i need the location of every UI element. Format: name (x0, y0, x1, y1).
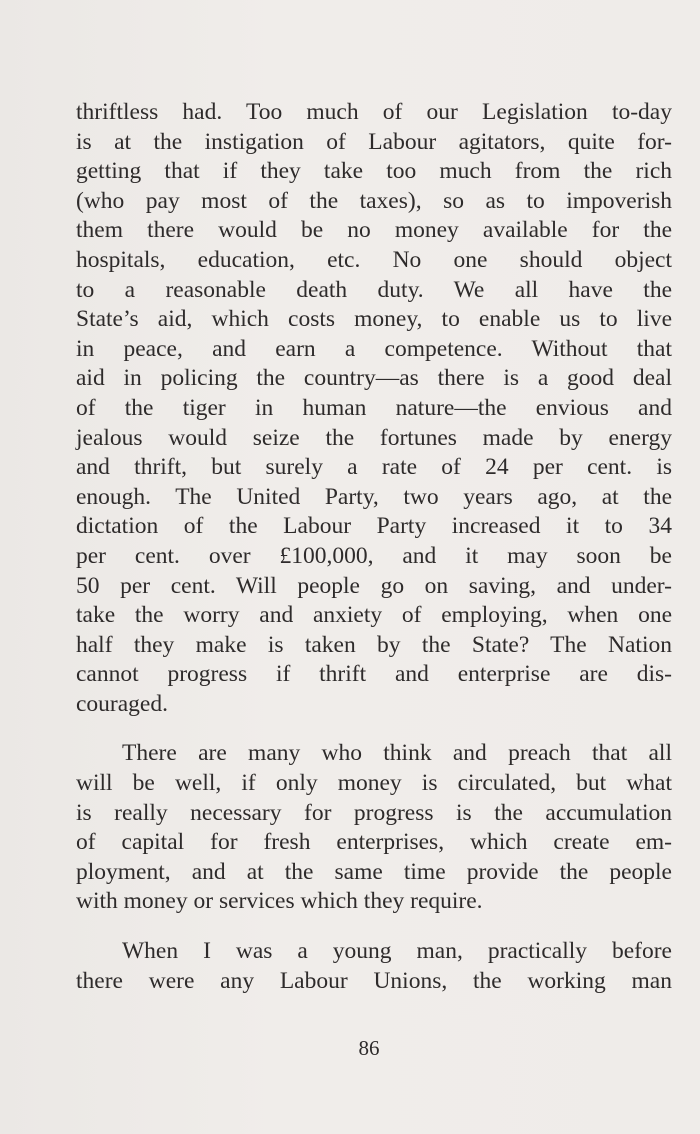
text-line: take the worry and anxiety of employing, when one (76, 602, 672, 629)
text-line: half they make is taken by the State? The Nation (76, 631, 672, 658)
text-line: of the tiger in human nature—the envious and (76, 394, 672, 421)
text-line: ployment, and at the same time provide the people (76, 858, 672, 885)
text-line: State’s aid, which costs money, to enable us to live (76, 306, 672, 333)
text-line: to a reasonable death duty. We all have the (76, 276, 672, 303)
text-line: and thrift, but surely a rate of 24 per cent. is (76, 454, 672, 481)
text-line: getting that if they take too much from the rich (76, 158, 672, 185)
text-line: jealous would seize the fortunes made by energy (76, 424, 672, 451)
text-line: There are many who think and preach that all (122, 740, 672, 767)
text-line: thriftless had. Too much of our Legislation to-day (76, 99, 672, 125)
text-line: is really necessary for progress is the accumulation (76, 799, 672, 826)
paragraph-spacer (76, 917, 672, 937)
text-line: there were any Labour Unions, the working man (76, 967, 672, 994)
text-line: dictation of the Labour Party increased it to 34 (76, 513, 672, 540)
paragraph (76, 937, 672, 996)
paragraph (76, 739, 672, 917)
text-line: couraged. (76, 690, 168, 717)
text-line: will be well, if only money is circulated, but what (76, 770, 672, 797)
text-line: with money or services which they require. (76, 888, 483, 915)
text-line: per cent. over £100,000, and it may soon be (76, 542, 672, 569)
text-line: in peace, and earn a competence. Without that (76, 335, 672, 362)
text-line: is at the instigation of Labour agitators, quite for- (76, 128, 672, 155)
paragraph-spacer (76, 719, 672, 739)
text-line: enough. The United Party, two years ago, at the (76, 483, 672, 510)
text-line: cannot progress if thrift and enterprise are dis- (76, 661, 672, 688)
paragraph (76, 98, 672, 719)
text-line: aid in policing the country—as there is a good deal (76, 365, 672, 392)
text-line: hospitals, education, etc. No one should object (76, 246, 672, 273)
text-line: them there would be no money available for the (76, 217, 672, 244)
body-text (76, 98, 672, 996)
text-line: of capital for fresh enterprises, which create em- (76, 829, 672, 856)
text-line: (who pay most of the taxes), so as to impoverish (76, 187, 672, 214)
page-number: 86 (358, 1036, 380, 1060)
text-line: 50 per cent. Will people go on saving, and under- (76, 572, 672, 599)
text-line: When I was a young man, practically before (122, 938, 672, 965)
